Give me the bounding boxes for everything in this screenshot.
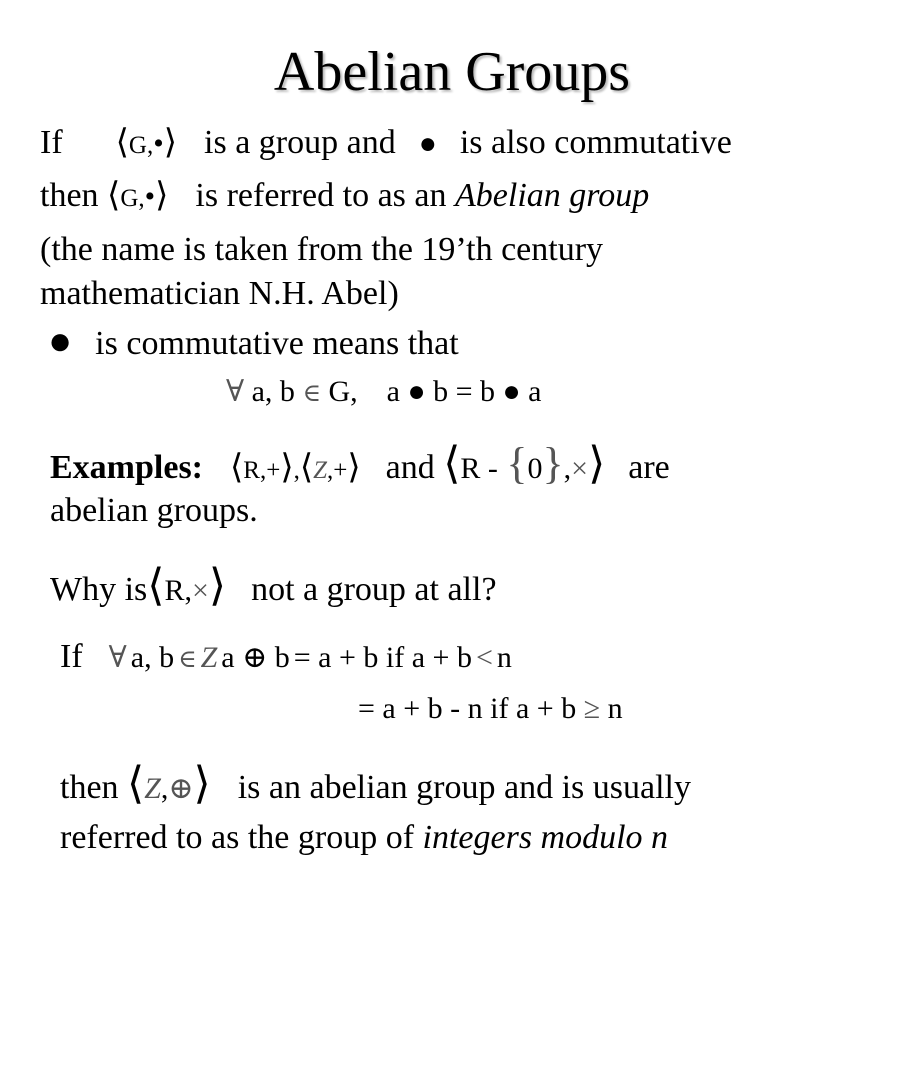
- left-brace: {: [506, 439, 528, 488]
- abelian-group-term: Abelian group: [455, 177, 650, 214]
- operation-bullet: ●: [48, 318, 73, 363]
- then-word: then: [40, 177, 99, 214]
- is-group-text: is a group and: [204, 124, 396, 161]
- group-symbol-g: G,: [328, 375, 358, 408]
- separator-comma: ,: [563, 452, 572, 485]
- separator-comma: ,: [327, 457, 334, 484]
- variables-ab: a, b: [251, 375, 295, 408]
- plus-operation: +: [333, 457, 348, 484]
- operation-dot: •: [153, 127, 164, 160]
- right-angle-bracket: ⟩: [155, 177, 169, 214]
- conclusion-line-1: [60, 759, 691, 809]
- variable-n: n: [496, 641, 512, 674]
- variable-b: b: [480, 375, 495, 408]
- set-r-minus: R -: [460, 452, 498, 485]
- right-angle-bracket: ⟩: [347, 449, 361, 486]
- zero-element: 0: [527, 452, 543, 485]
- times-operation: ×: [191, 574, 209, 607]
- set-z: Z: [200, 641, 218, 674]
- less-than-symbol: <: [475, 641, 493, 674]
- right-brace: }: [542, 439, 564, 488]
- variable-n: n: [607, 692, 623, 725]
- left-angle-bracket: ⟨: [147, 561, 165, 610]
- referred-text: is referred to as an: [195, 177, 447, 214]
- set-z: Z: [313, 457, 327, 484]
- why-is-text: Why is: [50, 571, 148, 608]
- variable-b: b: [433, 375, 449, 408]
- conclusion-text: is an abelian group and is usually: [237, 769, 691, 806]
- left-angle-bracket: ⟨: [299, 449, 314, 486]
- plus-operation: +: [266, 457, 281, 484]
- right-angle-bracket: ⟩: [280, 449, 294, 486]
- forall-symbol: ∀: [108, 641, 127, 674]
- history-line-1: (the name is taken from the 19’th century: [40, 231, 604, 268]
- conclusion-prefix: referred to as the group of: [60, 819, 415, 856]
- definition-line-2: [40, 175, 649, 220]
- right-angle-bracket: ⟩: [588, 439, 606, 488]
- question-rest-text: not a group at all?: [251, 571, 497, 608]
- operation-bullet: ●: [502, 375, 521, 408]
- modular-addition-case-2: [358, 689, 623, 729]
- case-2-condition: = a + b - n if a + b: [358, 692, 577, 725]
- greater-equal-symbol: ≥: [583, 692, 601, 725]
- variables-ab: a, b: [130, 641, 175, 674]
- oplus-operation: ⊕: [168, 772, 194, 805]
- are-word: are: [628, 449, 670, 486]
- forall-symbol: ∀: [226, 375, 245, 408]
- history-line-2: mathematician N.H. Abel): [40, 275, 399, 312]
- examples-line-2: abelian groups.: [50, 492, 258, 529]
- examples-line: [50, 439, 670, 492]
- left-angle-bracket: ⟨: [230, 449, 244, 486]
- set-r: R,: [164, 574, 192, 607]
- variable-a: a: [386, 375, 400, 408]
- examples-label: Examples:: [50, 449, 203, 486]
- left-angle-bracket: ⟨: [443, 439, 461, 488]
- operation-bullet: ●: [418, 127, 437, 160]
- commutative-line: [48, 320, 459, 365]
- right-angle-bracket: ⟩: [163, 124, 178, 161]
- definition-line-1: [40, 122, 732, 167]
- integers-modulo-term: integers modulo n: [422, 819, 669, 856]
- variable-a: a: [528, 375, 542, 408]
- separator-comma: ,: [160, 772, 169, 805]
- separator-comma: ,: [293, 457, 300, 484]
- left-angle-bracket: ⟨: [115, 124, 129, 161]
- operation-dot: •: [144, 180, 156, 213]
- question-line: [50, 561, 497, 611]
- set-z: Z: [144, 772, 161, 805]
- element-of-symbol: ∈: [178, 646, 197, 673]
- commutative-meaning-text: is commutative means that: [95, 325, 459, 362]
- and-word: and: [385, 449, 435, 486]
- modular-addition-case-1: [60, 636, 512, 680]
- commutative-text: is also commutative: [459, 124, 732, 161]
- set-r: R,: [243, 457, 267, 484]
- group-symbol-g: G,: [128, 132, 154, 159]
- a-oplus-b: a ⊕ b: [221, 641, 290, 674]
- case-1-condition: = a + b if a + b: [293, 641, 472, 674]
- commutativity-formula: [226, 372, 541, 414]
- right-angle-bracket: ⟩: [208, 561, 227, 610]
- group-symbol-g: G,: [120, 185, 145, 212]
- left-angle-bracket: ⟨: [127, 759, 145, 808]
- if-word: If: [40, 124, 63, 161]
- page-title: Abelian Groups: [273, 41, 631, 103]
- equals-sign: =: [455, 375, 473, 408]
- times-operation: ×: [571, 452, 589, 485]
- if-word: If: [60, 638, 83, 675]
- left-angle-bracket: ⟨: [107, 177, 121, 214]
- right-angle-bracket: ⟩: [193, 759, 211, 808]
- conclusion-line-2: [60, 817, 668, 859]
- element-of-symbol: ∈: [302, 380, 321, 407]
- then-word: then: [60, 769, 119, 806]
- operation-bullet: ●: [407, 375, 426, 408]
